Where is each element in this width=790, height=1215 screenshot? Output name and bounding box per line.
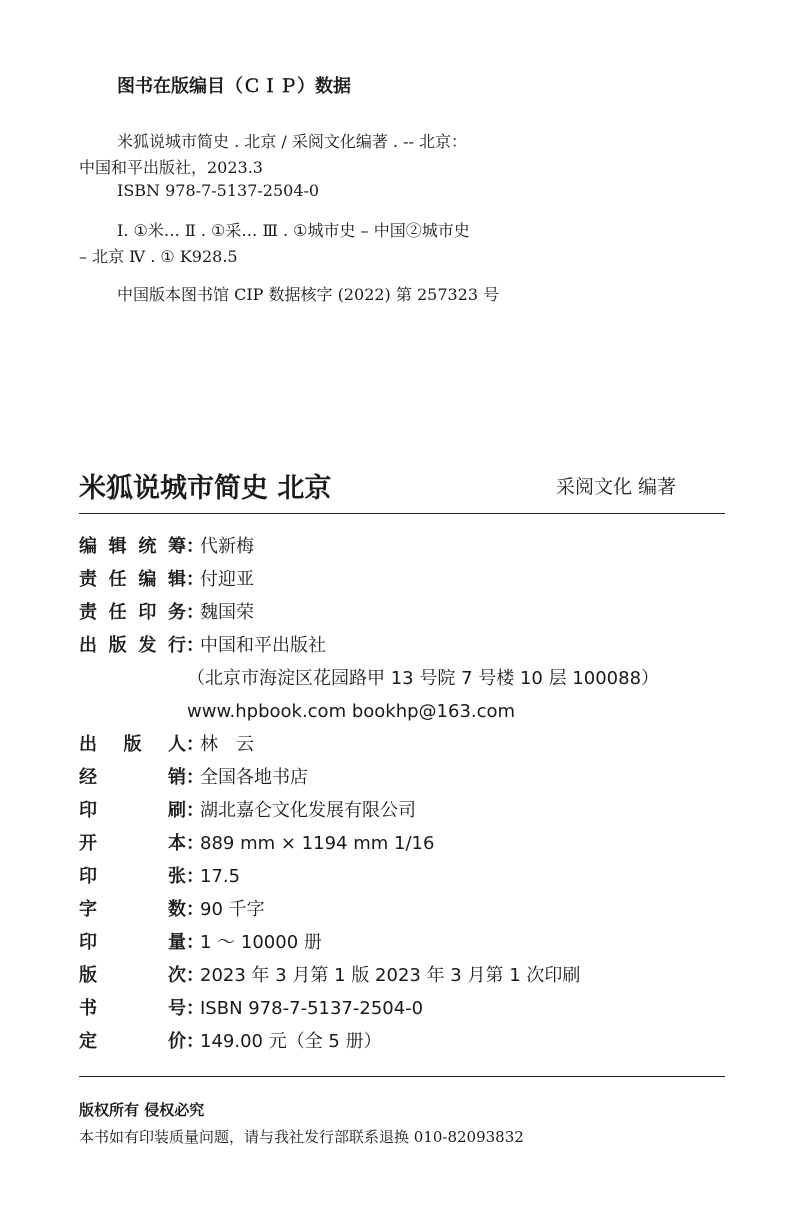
- detail-colon: ：: [186, 932, 204, 953]
- detail-row-coordinator: [79, 532, 254, 562]
- detail-value: ISBN 978-7-5137-2504-0: [200, 998, 424, 1019]
- detail-colon: ：: [186, 833, 204, 854]
- detail-label: 责任编辑: [79, 569, 186, 590]
- detail-value: 889 mm × 1194 mm 1/16: [200, 833, 435, 854]
- detail-label: 经销: [79, 767, 186, 788]
- book-title: 米狐说城市简史 北京: [79, 473, 332, 504]
- detail-value: 90 千字: [200, 899, 265, 920]
- detail-row-publisher: [79, 631, 326, 661]
- detail-colon: ：: [186, 536, 204, 557]
- cip-line-isbn: ISBN 978-7-5137-2504-0: [117, 181, 320, 200]
- detail-row-word-count: [79, 895, 265, 925]
- detail-colon: ：: [186, 767, 204, 788]
- detail-label: 出版发行: [79, 635, 186, 656]
- detail-row-sheets: [79, 862, 240, 892]
- detail-label: 定价: [79, 1031, 186, 1052]
- detail-colon: ：: [186, 635, 204, 656]
- detail-row-distribution: [79, 763, 308, 793]
- detail-row-printer: [79, 796, 416, 826]
- detail-value: 1 ～ 10000 册: [200, 932, 322, 953]
- detail-row-price: [79, 1027, 382, 1057]
- footer-divider: [79, 1076, 725, 1077]
- detail-value: 林 云: [200, 734, 254, 755]
- detail-colon: ：: [186, 1031, 204, 1052]
- detail-row-print-run: [79, 928, 322, 958]
- detail-value: 149.00 元（全 5 册）: [200, 1031, 382, 1052]
- return-notice: 本书如有印装质量问题，请与我社发行部联系退换 010-82093832: [79, 1128, 524, 1146]
- detail-label: 印张: [79, 866, 186, 887]
- detail-label: 出版人: [79, 734, 186, 755]
- detail-colon: ：: [186, 866, 204, 887]
- book-editor: 采阅文化 编著: [556, 476, 677, 498]
- detail-label: 印刷: [79, 800, 186, 821]
- detail-colon: ：: [186, 734, 204, 755]
- detail-label: 书号: [79, 998, 186, 1019]
- cip-line-title: 米狐说城市简史 . 北京 / 采阅文化编著 . -- 北京：: [117, 132, 467, 151]
- publisher-web: www.hpbook.com bookhp@163.com: [187, 701, 516, 722]
- detail-colon: ：: [186, 602, 204, 623]
- detail-value: 17.5: [200, 866, 241, 887]
- detail-row-editor: [79, 565, 254, 595]
- detail-label: 责任印务: [79, 602, 186, 623]
- cip-heading: 图书在版编目（ＣＩＰ）数据: [117, 76, 351, 97]
- detail-label: 版次: [79, 965, 186, 986]
- detail-colon: ：: [186, 899, 204, 920]
- detail-row-print-manager: [79, 598, 254, 628]
- detail-colon: ：: [186, 998, 204, 1019]
- detail-label: 开本: [79, 833, 186, 854]
- title-divider: [79, 513, 725, 514]
- detail-label: 字数: [79, 899, 186, 920]
- copyright-notice: 版权所有 侵权必究: [79, 1101, 205, 1119]
- detail-colon: ：: [186, 965, 204, 986]
- cip-line-subject-cont: – 北京 Ⅳ . ① K928.5: [79, 247, 238, 266]
- detail-row-edition: [79, 961, 580, 991]
- detail-label: 编辑统筹: [79, 536, 186, 557]
- detail-row-format: [79, 829, 434, 859]
- cip-line-record: 中国版本图书馆 CIP 数据核字 (2022) 第 257323 号: [117, 285, 500, 304]
- detail-colon: ：: [186, 800, 204, 821]
- detail-value: 湖北嘉仑文化发展有限公司: [200, 800, 416, 821]
- detail-value: 代新梅: [200, 536, 254, 557]
- publisher-address: （北京市海淀区花园路甲 13 号院 7 号楼 10 层 100088）: [187, 668, 660, 689]
- detail-value: 付迎亚: [200, 569, 254, 590]
- detail-colon: ：: [186, 569, 204, 590]
- cip-line-subject: I. ①米… Ⅱ . ①采… Ⅲ . ①城市史 – 中国②城市史: [117, 221, 470, 240]
- cip-line-publisher: 中国和平出版社，2023.3: [79, 158, 263, 177]
- detail-value: 2023 年 3 月第 1 版 2023 年 3 月第 1 次印刷: [200, 965, 581, 986]
- detail-row-issuer: [79, 730, 254, 760]
- detail-value: 全国各地书店: [200, 767, 308, 788]
- detail-value: 魏国荣: [200, 602, 254, 623]
- detail-value: 中国和平出版社: [200, 635, 326, 656]
- detail-label: 印量: [79, 932, 186, 953]
- detail-row-isbn: [79, 994, 423, 1024]
